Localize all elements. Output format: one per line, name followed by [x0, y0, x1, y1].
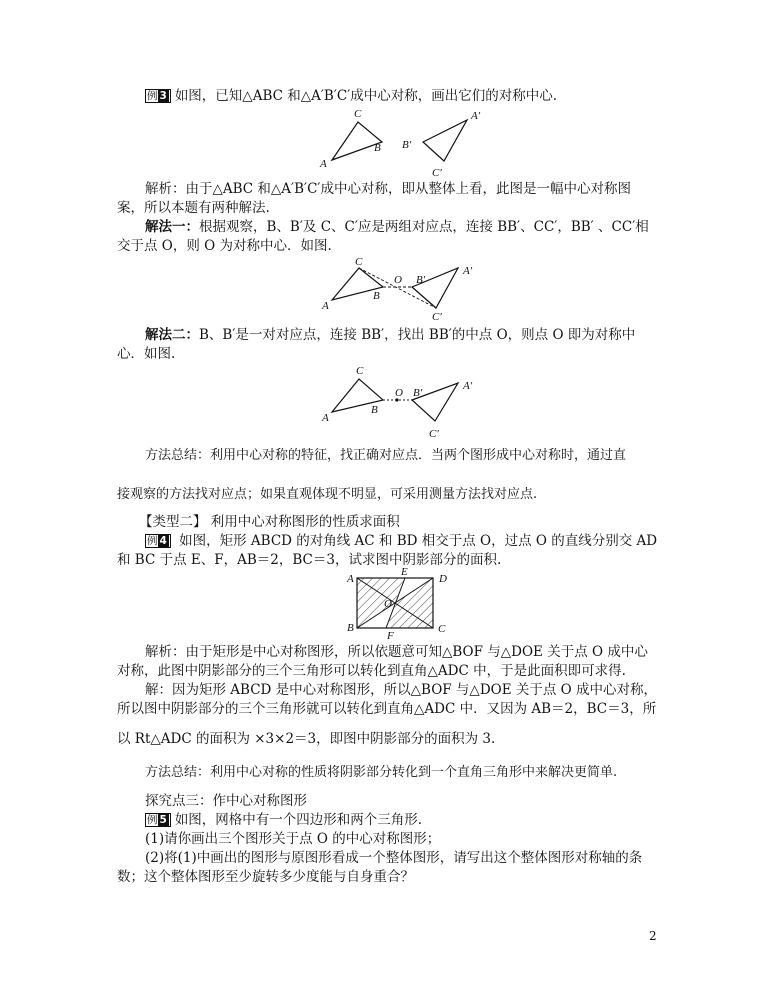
svg-text:O: O — [395, 387, 403, 399]
label-A1: A′ — [471, 110, 481, 122]
svg-text:C: C — [356, 365, 364, 377]
svg-text:B′: B′ — [416, 274, 426, 286]
figure-triangles — [310, 105, 500, 180]
type-2-title: 【类型二】 利用中心对称图形的性质求面积 — [139, 514, 400, 530]
label-C1: C′ — [432, 167, 442, 179]
svg-text:A′: A′ — [463, 380, 473, 392]
solution-4-line-2: 所以图中阴影部分的三个三角形就可以转化到直角△ADC 中．又因为 AB＝2，BC＝3，所 — [117, 701, 657, 717]
svg-text:F: F — [387, 630, 394, 642]
solution-4-line-1: 解：因为矩形 ABCD 是中心对称图形，所以△BOF 与△DOE 关于点 O 成中心对称， — [145, 682, 658, 698]
svg-text:B: B — [347, 622, 354, 634]
svg-text:C′: C′ — [432, 311, 442, 323]
analysis-4-line-2: 对称，此图中阴影部分的三个三角形可以转化到直角△ADC 中，于是此面积即可求得. — [117, 663, 626, 679]
label-B1: B′ — [402, 139, 412, 151]
summary-1-line-2: 接观察的方法找对应点；如果直观体现不明显，可采用测量方法找对应点. — [117, 487, 538, 502]
summary-1-line-1: 方法总结：利用中心对称的特征，找正确对应点．当两个图形成中心对称时，通过直 — [145, 448, 627, 463]
svg-text:B′: B′ — [413, 387, 423, 399]
label-A: A — [320, 158, 327, 170]
summary-2: 方法总结：利用中心对称的性质将阴影部分转化到一个直角三角形中来解决更简单. — [145, 765, 618, 780]
svg-text:D: D — [439, 573, 447, 585]
figure-rectangle — [340, 568, 460, 640]
svg-text:C: C — [438, 623, 446, 635]
svg-text:C′: C′ — [429, 428, 439, 440]
analysis-4-line-1: 解析：由于矩形是中心对称图形，所以依题意可知△BOF 与△DOE 关于点 O 成中心 — [145, 644, 648, 660]
example-5-line-1: 例 5 如图，网格中有一个四边形和两个三角形. — [147, 812, 423, 828]
svg-text:C: C — [355, 256, 363, 268]
svg-text:O: O — [384, 598, 392, 610]
svg-text:B: B — [371, 404, 378, 416]
svg-text:A′: A′ — [463, 265, 473, 277]
example-5-q2-line-1: (2)将(1)中画出的图形与原图形看成一个整体图形，请写出这个整体图形对称轴的条 — [145, 850, 643, 866]
figure-method-1 — [315, 258, 515, 323]
example-tag: 例 3 — [145, 89, 171, 103]
svg-text:A: A — [322, 412, 329, 424]
example-3-question: 例 3 如图，已知△ABC 和△A′B′C′成中心对称，画出它们的对称中心. — [147, 88, 558, 104]
svg-text:A: A — [322, 300, 329, 312]
method-1-line-1: 解法一：根据观察，B、B′及 C、C′应是两组对应点，连接 BB′、CC′，BB′ 、CC′相 — [145, 219, 649, 235]
triangle-abc — [332, 122, 382, 160]
label-B: B — [374, 142, 381, 154]
page-number: 2 — [649, 929, 657, 943]
label-C: C — [354, 108, 362, 120]
triangle-a1b1c1 — [423, 120, 467, 161]
example-5-q2-line-2: 数；这个整体图形至少旋转多少度能与自身重合？ — [117, 869, 414, 885]
method-1-line-2: 交于点 O，则 O 为对称中心．如图. — [117, 238, 332, 254]
svg-text:A: A — [347, 573, 354, 585]
analysis-3-line-1: 解析：由于△ABC 和△A′B′C′成中心对称，即从整体上看，此图是一幅中心对称图 — [145, 181, 631, 197]
svg-text:O: O — [394, 274, 402, 286]
method-2-line-1: 解法二：B、B′是一对对应点，连接 BB′，找出 BB′的中点 O，则点 O 即为对称中 — [145, 327, 636, 343]
example-4-line-1: 例 4 如图，矩形 ABCD 的对角线 AC 和 BD 相交于点 O，过点 O 的直线分别交 AD — [147, 533, 658, 549]
example-5-q1: (1)请你画出三个图形关于点 O 的中心对称图形； — [145, 831, 441, 847]
explore-3-title: 探究点三：作中心对称图形 — [145, 793, 307, 809]
method-2-line-2: 心．如图. — [117, 346, 176, 362]
analysis-3-line-2: 案，所以本题有两种解法. — [117, 200, 270, 216]
solution-4-line-3: 以 Rt△ADC 的面积为 ×3×2＝3，即图中阴影部分的面积为 3. — [117, 731, 496, 747]
svg-text:B: B — [373, 290, 380, 302]
figure-method-2 — [315, 365, 515, 440]
svg-text:E: E — [401, 566, 408, 578]
example-4-line-2: 和 BC 于点 E、F，AB＝2，BC＝3，试求图中阴影部分的面积. — [117, 552, 502, 568]
